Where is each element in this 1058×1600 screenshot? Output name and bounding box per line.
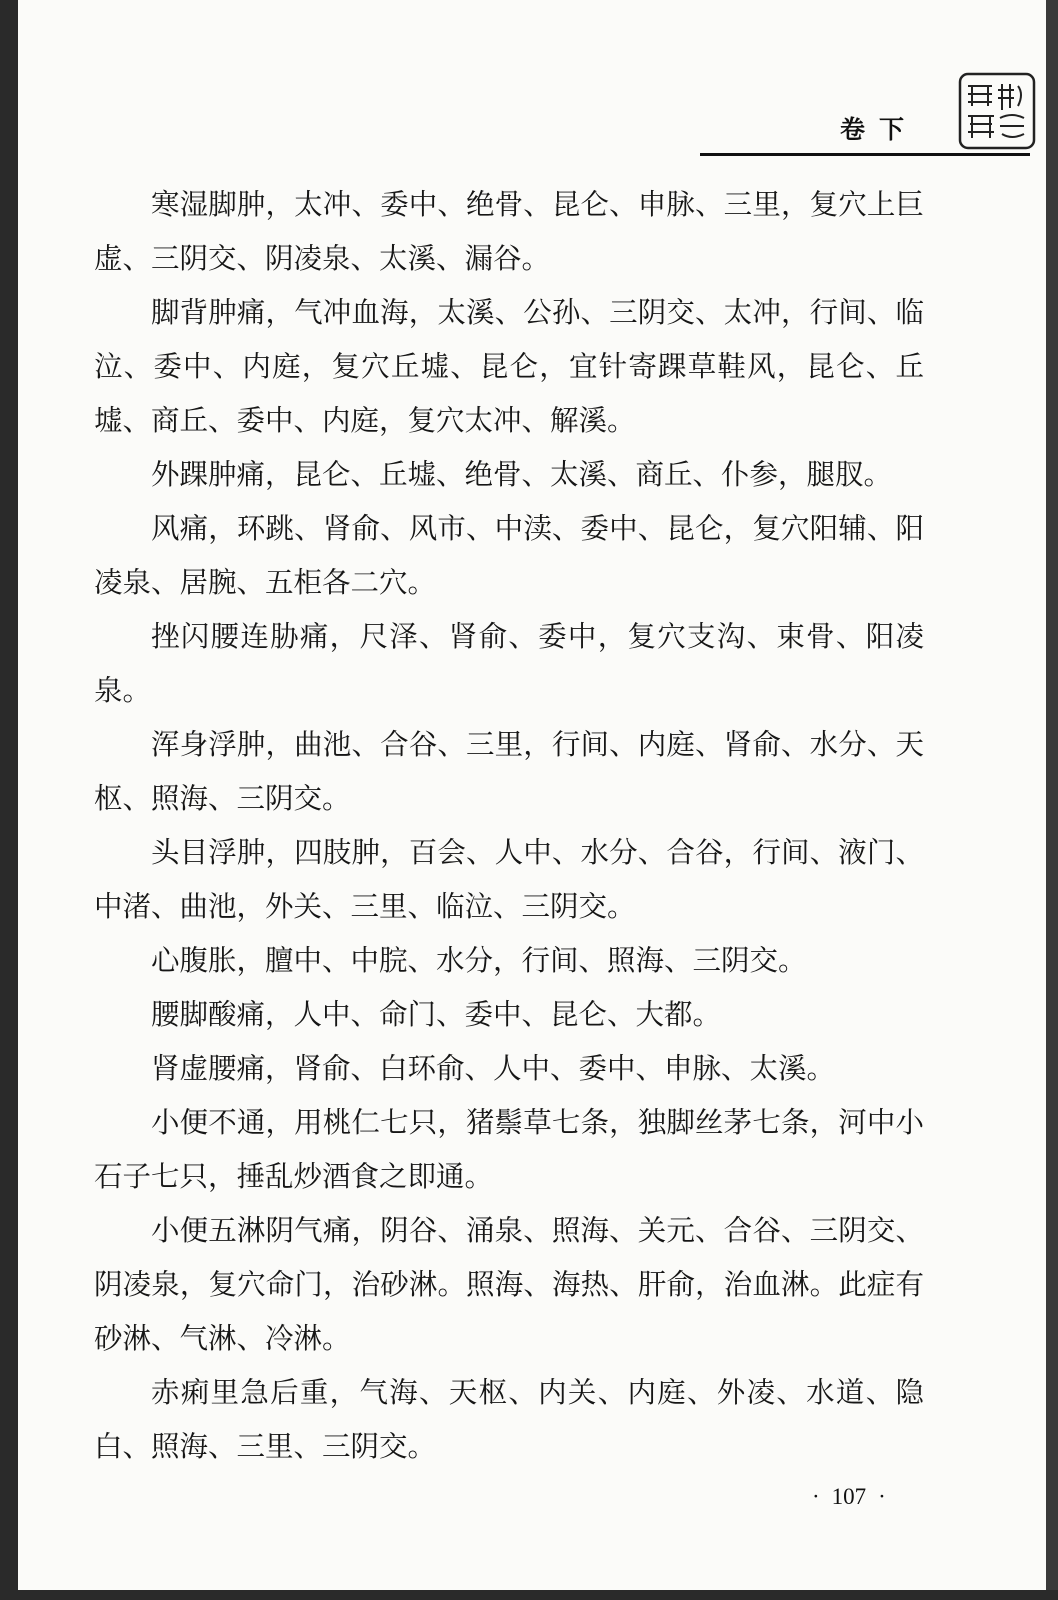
paragraph: 挫闪腰连胁痛，尺泽、肾俞、委中，复穴支沟、束骨、阳凌泉。 [94,620,924,707]
page-number-dot-left: · [812,1484,820,1509]
paragraph: 赤痢里急后重，气海、天枢、内关、内庭、外凌、水道、隐白、照海、三里、三阴交。 [94,1376,924,1463]
paragraph: 浑身浮肿，曲池、合谷、三里，行间、内庭、肾俞、水分、天枢、照海、三阴交。 [94,728,924,815]
scan-edge-bottom [0,1590,1058,1600]
paragraph: 小便五淋阴气痛，阴谷、涌泉、照海、关元、合谷、三阴交、阴凌泉，复穴命门，治砂淋。照海、海热、肝俞，治血淋。此症有砂淋、气淋、冷淋。 [94,1214,924,1355]
page-number [800,1484,898,1510]
header-rule [700,153,1030,156]
paragraph: 风痛，环跳、肾俞、风市、中渎、委中、昆仑，复穴阳辅、阳凌泉、居腕、五柜各二穴。 [94,512,924,599]
paragraph: 寒湿脚肿，太冲、委中、绝骨、昆仑、申脉、三里，复穴上巨虚、三阴交、阴凌泉、太溪、漏谷。 [94,188,924,275]
paragraph: 头目浮肿，四肢肿，百会、人中、水分、合谷，行间、液门、中渚、曲池，外关、三里、临泣、三阴交。 [94,836,924,923]
paragraph: 脚背肿痛，气冲血海，太溪、公孙、三阴交、太冲，行间、临泣、委中、内庭，复穴丘墟、昆仑，宜针寄踝草鞋风，昆仑、丘墟、商丘、委中、内庭，复穴太冲、解溪。 [94,296,924,437]
scan-edge-right [1046,0,1058,1600]
paragraph: 腰脚酸痛，人中、命门、委中、昆仑、大都。 [151,998,722,1031]
paragraph: 肾虚腰痛，肾俞、白环俞、人中、委中、申脉、太溪。 [151,1052,836,1085]
paragraph: 外踝肿痛，昆仑、丘墟、绝骨、太溪、商丘、仆参，腿肞。 [151,458,893,491]
body-text [94,178,924,1474]
page-number-value: 107 [831,1484,867,1509]
seal-logo [958,72,1036,150]
running-head: 卷下 [840,115,919,144]
paragraph: 心腹胀，膻中、中脘、水分，行间、照海、三阴交。 [151,944,807,977]
scan-edge-left [0,0,18,1600]
paragraph: 小便不通，用桃仁七只，猪鬃草七条，独脚丝茅七条，河中小石子七只，捶乱炒酒食之即通。 [94,1106,924,1193]
seal-logo-graphic [958,72,1036,150]
page-number-dot-right: · [878,1484,886,1509]
